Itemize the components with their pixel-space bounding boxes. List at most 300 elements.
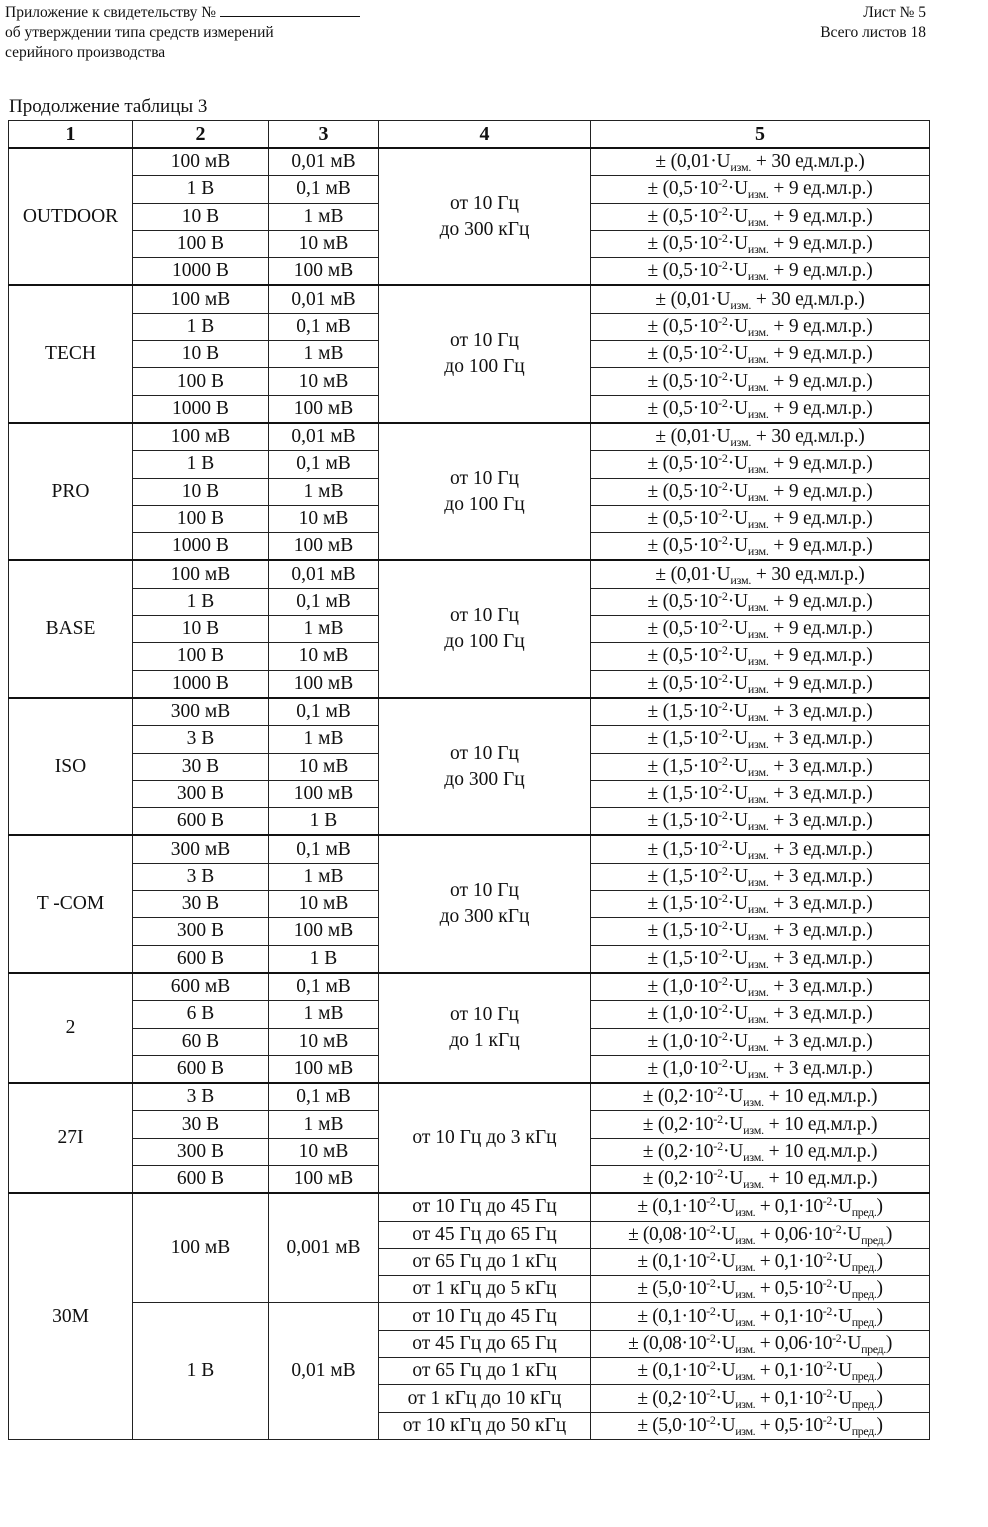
frequency-range: от 10 Гц до 45 Гц [379,1303,591,1330]
frequency-from: от 10 Гц [450,192,519,214]
error-limit [591,148,930,176]
error-limit [591,285,930,313]
measurement-range: 1 В [133,451,269,478]
error-limit [591,176,930,203]
error-mid: ·U [831,1305,852,1327]
error-limit [591,973,930,1001]
table-row [9,285,930,313]
exponent: -2 [832,1330,842,1345]
error-prefix: ± (0,5·10 [647,453,719,475]
measurement-range: 100 мВ [133,423,269,451]
resolution: 10 мВ [269,230,379,257]
error-mid: + 0,5·10 [755,1414,823,1436]
exponent: -2 [706,1303,716,1318]
error-mid: ·U [727,782,748,804]
device-model: 27I [9,1083,133,1193]
measurement-range: 30 В [133,891,269,918]
error-suffix: ) [876,1414,883,1436]
frequency-range: от 65 Гц до 1 кГц [379,1248,591,1275]
resolution: 1 мВ [269,341,379,368]
error-limit [591,1303,930,1330]
error-mid: ·U [715,1305,736,1327]
error-limit [591,670,930,698]
error-limit [591,588,930,615]
error-suffix: + 3 ед.мл.р.) [768,1003,873,1025]
error-prefix: ± (1,5·10 [647,947,719,969]
measurement-range: 600 В [133,1055,269,1083]
table-row [9,1083,930,1111]
measurement-range: 1000 В [133,395,269,423]
column-header: 1 [9,121,133,149]
error-suffix: ) [876,1360,883,1382]
sheet-number: Лист № 5 [863,4,926,21]
exponent: -2 [718,1055,728,1070]
resolution: 1 мВ [269,726,379,753]
column-header: 3 [269,121,379,149]
measurement-range: 100 В [133,643,269,670]
error-prefix: ± (1,5·10 [647,755,719,777]
error-suffix: ) [876,1305,883,1327]
device-group-30m [9,1193,930,1439]
error-limit [591,1358,930,1385]
measurement-range: 100 мВ [133,285,269,313]
device-group [9,973,930,1083]
error-suffix: + 3 ед.мл.р.) [768,838,873,860]
error-prefix: ± (1,0·10 [647,976,719,998]
table-row [9,835,930,863]
measurement-range: 10 В [133,616,269,643]
error-limit [591,1083,930,1111]
document-header-right [820,3,926,43]
error-prefix: ± (0,2·10 [637,1387,707,1409]
exponent: -2 [706,1276,716,1291]
error-prefix: ± (0,2·10 [642,1140,714,1162]
frequency-to: до 300 кГц [439,906,530,928]
subscript-measured: изм. [747,406,769,421]
error-mid: + 0,1·10 [755,1387,823,1409]
error-suffix: + 3 ед.мл.р.) [768,701,873,723]
error-suffix: + 9 ед.мл.р.) [768,233,873,255]
subscript-measured: изм. [747,737,769,752]
error-limit [591,1412,930,1439]
measurement-range: 30 В [133,753,269,780]
resolution: 0,1 мВ [269,313,379,340]
device-group [9,698,930,835]
error-mid: ·U [715,1332,736,1354]
subscript-measured: изм. [747,929,769,944]
exponent: -2 [718,451,728,466]
error-limit [591,1330,930,1357]
device-model: ISO [9,698,133,835]
column-header: 5 [591,121,930,149]
error-suffix: + 9 ед.мл.р.) [768,370,873,392]
error-limit [591,203,930,230]
error-mid: ·U [727,260,748,282]
exponent: -2 [713,1138,723,1153]
column-header: 4 [379,121,591,149]
exponent: -2 [718,780,728,795]
appendix-label: Приложение к свидетельству № [5,4,217,21]
resolution: 1 мВ [269,1001,379,1028]
error-prefix: ± (1,0·10 [647,1030,719,1052]
error-limit [591,395,930,423]
error-mid: + 0,5·10 [755,1278,823,1300]
measurement-range: 600 В [133,945,269,973]
resolution: 0,1 мВ [269,451,379,478]
error-suffix: + 9 ед.мл.р.) [768,590,873,612]
error-limit [591,478,930,505]
error-suffix: + 3 ед.мл.р.) [768,1057,873,1079]
error-prefix: ± (0,5·10 [647,535,719,557]
error-prefix: ± (0,01·U [655,151,731,173]
exponent: -2 [718,258,728,273]
error-mid: ·U [831,1360,852,1382]
measurement-range: 100 В [133,505,269,532]
subscript-measured: изм. [735,1287,756,1302]
error-prefix: ± (1,5·10 [647,838,719,860]
subscript-measured: изм. [747,1039,769,1054]
error-mid: ·U [722,1086,744,1108]
measurement-range: 10 В [133,341,269,368]
device-group [9,560,930,697]
subscript-limit: пред. [851,1396,877,1411]
error-limit [591,1001,930,1028]
subscript-limit: пред. [861,1341,886,1356]
exponent: -2 [718,836,728,851]
error-mid: + 0,1·10 [755,1305,823,1327]
error-prefix: ± (0,5·10 [647,233,719,255]
subscript-measured: изм. [747,764,769,779]
error-mid: ·U [831,1196,852,1218]
error-mid: ·U [727,947,748,969]
device-model: 30M [9,1193,133,1439]
error-suffix: + 3 ед.мл.р.) [768,947,873,969]
error-prefix: ± (0,5·10 [647,205,719,227]
error-mid: ·U [727,838,748,860]
frequency-from: от 10 Гц [450,605,519,627]
resolution: 0,01 мВ [269,423,379,451]
error-mid: ·U [727,865,748,887]
error-prefix: ± (0,1·10 [637,1305,707,1327]
error-mid: ·U [727,508,748,529]
exponent: -2 [713,1084,723,1099]
error-limit [591,230,930,257]
subscript-limit: пред. [851,1287,877,1302]
error-prefix: ± (0,1·10 [637,1251,707,1273]
error-suffix: + 10 ед.мл.р.) [763,1113,878,1135]
error-prefix: ± (1,5·10 [647,701,719,723]
exponent: -2 [822,1385,832,1400]
resolution: 0,01 мВ [269,148,379,176]
frequency-range [379,698,591,835]
error-mid: ·U [727,397,748,419]
error-mid: ·U [727,672,748,694]
subscript-measured: изм. [730,435,752,450]
subscript-measured: изм. [747,242,769,257]
error-prefix: ± (0,1·10 [637,1196,707,1218]
resolution: 100 мВ [269,533,379,561]
error-prefix: ± (0,2·10 [642,1168,714,1190]
subscript-measured: изм. [747,599,769,614]
measurement-range: 30 В [133,1111,269,1138]
error-mid: ·U [722,1168,744,1190]
error-prefix: ± (0,5·10 [647,480,719,502]
error-limit [591,1028,930,1055]
error-limit [591,258,930,286]
subscript-measured: изм. [735,1232,756,1247]
error-mid: ·U [715,1196,736,1218]
exponent: -2 [718,808,728,823]
error-prefix: ± (0,2·10 [642,1113,714,1135]
error-limit [591,1248,930,1275]
subscript-measured: изм. [747,352,769,367]
frequency-to: до 100 Гц [444,493,525,515]
frequency-from: от 10 Гц [450,880,519,902]
subscript-measured: изм. [747,956,769,971]
error-mid: ·U [727,590,748,612]
error-mid: ·U [727,453,748,475]
measurement-range: 300 В [133,918,269,945]
exponent: -2 [718,863,728,878]
error-suffix: + 9 ед.мл.р.) [768,205,873,227]
frequency-to: до 300 кГц [439,218,530,240]
resolution: 1 мВ [269,863,379,890]
exponent: -2 [713,1166,723,1181]
error-mid: ·U [727,701,748,723]
error-limit [591,423,930,451]
appendix-label-line3: серийного производства [5,44,166,61]
exponent: -2 [718,616,728,631]
subscript-measured: изм. [735,1369,756,1384]
subscript-measured: изм. [747,324,769,339]
exponent: -2 [718,203,728,218]
measurement-range: 100 В [133,368,269,395]
exponent: -2 [822,1358,832,1373]
subscript-measured: изм. [730,160,752,175]
error-mid: + 0,06·10 [755,1332,833,1354]
error-limit [591,643,930,670]
error-suffix: + 9 ед.мл.р.) [768,618,873,640]
exponent: -2 [718,726,728,741]
measurement-range: 1 В [133,588,269,615]
resolution: 10 мВ [269,505,379,532]
subscript-measured: изм. [735,1423,756,1438]
error-mid: ·U [831,1414,852,1436]
device-group [9,285,930,422]
error-suffix: + 3 ед.мл.р.) [768,810,873,832]
measurement-range: 300 В [133,780,269,807]
subscript-limit: пред. [851,1314,877,1329]
measurement-range: 1000 В [133,670,269,698]
error-mid: ·U [841,1223,862,1245]
error-suffix: ) [876,1196,883,1218]
exponent: -2 [822,1303,832,1318]
frequency-from: от 10 Гц [450,742,519,764]
subscript-limit: пред. [851,1260,877,1275]
certificate-number-blank [220,4,360,17]
resolution: 10 мВ [269,891,379,918]
error-suffix: + 3 ед.мл.р.) [768,1030,873,1052]
error-limit [591,726,930,753]
measurement-range: 3 В [133,726,269,753]
exponent: -2 [718,945,728,960]
frequency-range [379,835,591,972]
subscript-measured: изм. [730,297,752,312]
resolution: 100 мВ [269,780,379,807]
subscript-measured: изм. [747,517,769,531]
subscript-measured: изм. [747,902,769,917]
error-prefix: ± (0,5·10 [647,315,719,337]
subscript-measured: изм. [747,710,769,725]
exponent: -2 [718,478,728,493]
error-prefix: ± (0,08·10 [628,1332,707,1354]
error-limit [591,808,930,836]
resolution: 0,1 мВ [269,176,379,203]
error-suffix: + 9 ед.мл.р.) [768,453,873,475]
measurement-range: 100 В [133,230,269,257]
measurement-range: 1 В [133,313,269,340]
error-limit [591,560,930,588]
error-suffix: + 9 ед.мл.р.) [768,480,873,502]
error-limit [591,616,930,643]
error-suffix: + 3 ед.мл.р.) [768,893,873,915]
frequency-range: от 65 Гц до 1 кГц [379,1358,591,1385]
exponent: -2 [718,891,728,906]
error-mid: ·U [715,1360,736,1382]
subscript-limit: пред. [861,1232,886,1247]
exponent: -2 [718,670,728,685]
error-limit [591,1221,930,1248]
error-prefix: ± (0,5·10 [647,260,719,282]
measurement-range: 1000 В [133,258,269,286]
subscript-measured: изм. [730,572,752,587]
error-prefix: ± (0,01·U [655,563,731,585]
subscript-measured: изм. [735,1314,756,1329]
exponent: -2 [718,313,728,328]
error-suffix: + 3 ед.мл.р.) [768,920,873,942]
error-limit [591,918,930,945]
frequency-range: от 45 Гц до 65 Гц [379,1330,591,1357]
exponent: -2 [706,1330,716,1345]
document-header-left [5,3,360,63]
error-suffix: + 3 ед.мл.р.) [768,782,873,804]
exponent: -2 [706,1358,716,1373]
error-mid: + 0,1·10 [755,1251,823,1273]
exponent: -2 [718,918,728,933]
subscript-measured: изм. [743,1177,764,1192]
exponent: -2 [822,1249,832,1264]
frequency-range: от 1 кГц до 5 кГц [379,1276,591,1303]
device-group [9,1083,930,1193]
error-prefix: ± (0,5·10 [647,343,719,365]
measurement-range: 100 мВ [133,148,269,176]
subscript-measured: изм. [747,1066,769,1081]
error-mid: ·U [727,1003,748,1025]
error-suffix: ) [876,1278,883,1300]
table-row [9,698,930,726]
exponent: -2 [706,1249,716,1264]
error-limit [591,451,930,478]
exponent: -2 [718,974,728,989]
subscript-measured: изм. [747,819,769,834]
error-mid: ·U [727,233,748,255]
measurement-range: 1 В [133,176,269,203]
exponent: -2 [706,1194,716,1209]
exponent: -2 [718,588,728,603]
error-mid: ·U [727,1057,748,1079]
resolution: 1 мВ [269,1111,379,1138]
error-mid: ·U [727,618,748,640]
exponent: -2 [822,1194,832,1209]
resolution: 0,001 мВ [269,1193,379,1303]
error-prefix: ± (0,01·U [655,288,731,310]
subscript-measured: изм. [743,1149,764,1164]
error-prefix: ± (1,5·10 [647,865,719,887]
measurement-range: 100 мВ [133,560,269,588]
error-mid: ·U [841,1332,862,1354]
subscript-measured: изм. [747,985,769,1000]
error-limit [591,341,930,368]
frequency-to: до 1 кГц [449,1030,520,1051]
subscript-measured: изм. [747,214,769,229]
measurement-range: 10 В [133,203,269,230]
measurement-range: 100 мВ [133,1193,269,1303]
resolution: 100 мВ [269,258,379,286]
resolution: 0,1 мВ [269,698,379,726]
subscript-measured: изм. [747,874,769,889]
exponent: -2 [713,1111,723,1126]
resolution: 1 мВ [269,478,379,505]
error-prefix: ± (5,0·10 [637,1278,707,1300]
error-mid: ·U [727,893,748,915]
subscript-measured: изм. [747,847,769,862]
specifications-table [8,120,930,1440]
subscript-limit: пред. [851,1369,877,1384]
error-limit [591,1385,930,1412]
subscript-measured: изм. [735,1341,756,1356]
resolution: 0,01 мВ [269,285,379,313]
measurement-range: 1000 В [133,533,269,561]
error-limit [591,1165,930,1193]
error-suffix: + 9 ед.мл.р.) [768,343,873,365]
error-limit [591,698,930,726]
device-group [9,835,930,972]
error-suffix: + 30 ед.мл.р.) [751,563,865,585]
error-limit [591,368,930,395]
exponent: -2 [718,699,728,714]
device-model: BASE [9,560,133,697]
measurement-range: 1 В [133,1303,269,1439]
resolution: 10 мВ [269,643,379,670]
subscript-measured: изм. [747,462,769,477]
error-prefix: ± (1,0·10 [647,1003,719,1025]
measurement-range: 600 В [133,808,269,836]
error-limit [591,863,930,890]
resolution: 1 мВ [269,616,379,643]
error-suffix: ) [876,1387,883,1409]
exponent: -2 [822,1412,832,1427]
error-limit [591,891,930,918]
error-suffix: + 3 ед.мл.р.) [768,728,873,750]
error-limit [591,1276,930,1303]
error-limit [591,1111,930,1138]
resolution: 1 В [269,945,379,973]
error-mid: ·U [831,1278,852,1300]
measurement-range: 3 В [133,1083,269,1111]
exponent: -2 [718,368,728,383]
error-limit [591,1138,930,1165]
device-group [9,423,930,560]
